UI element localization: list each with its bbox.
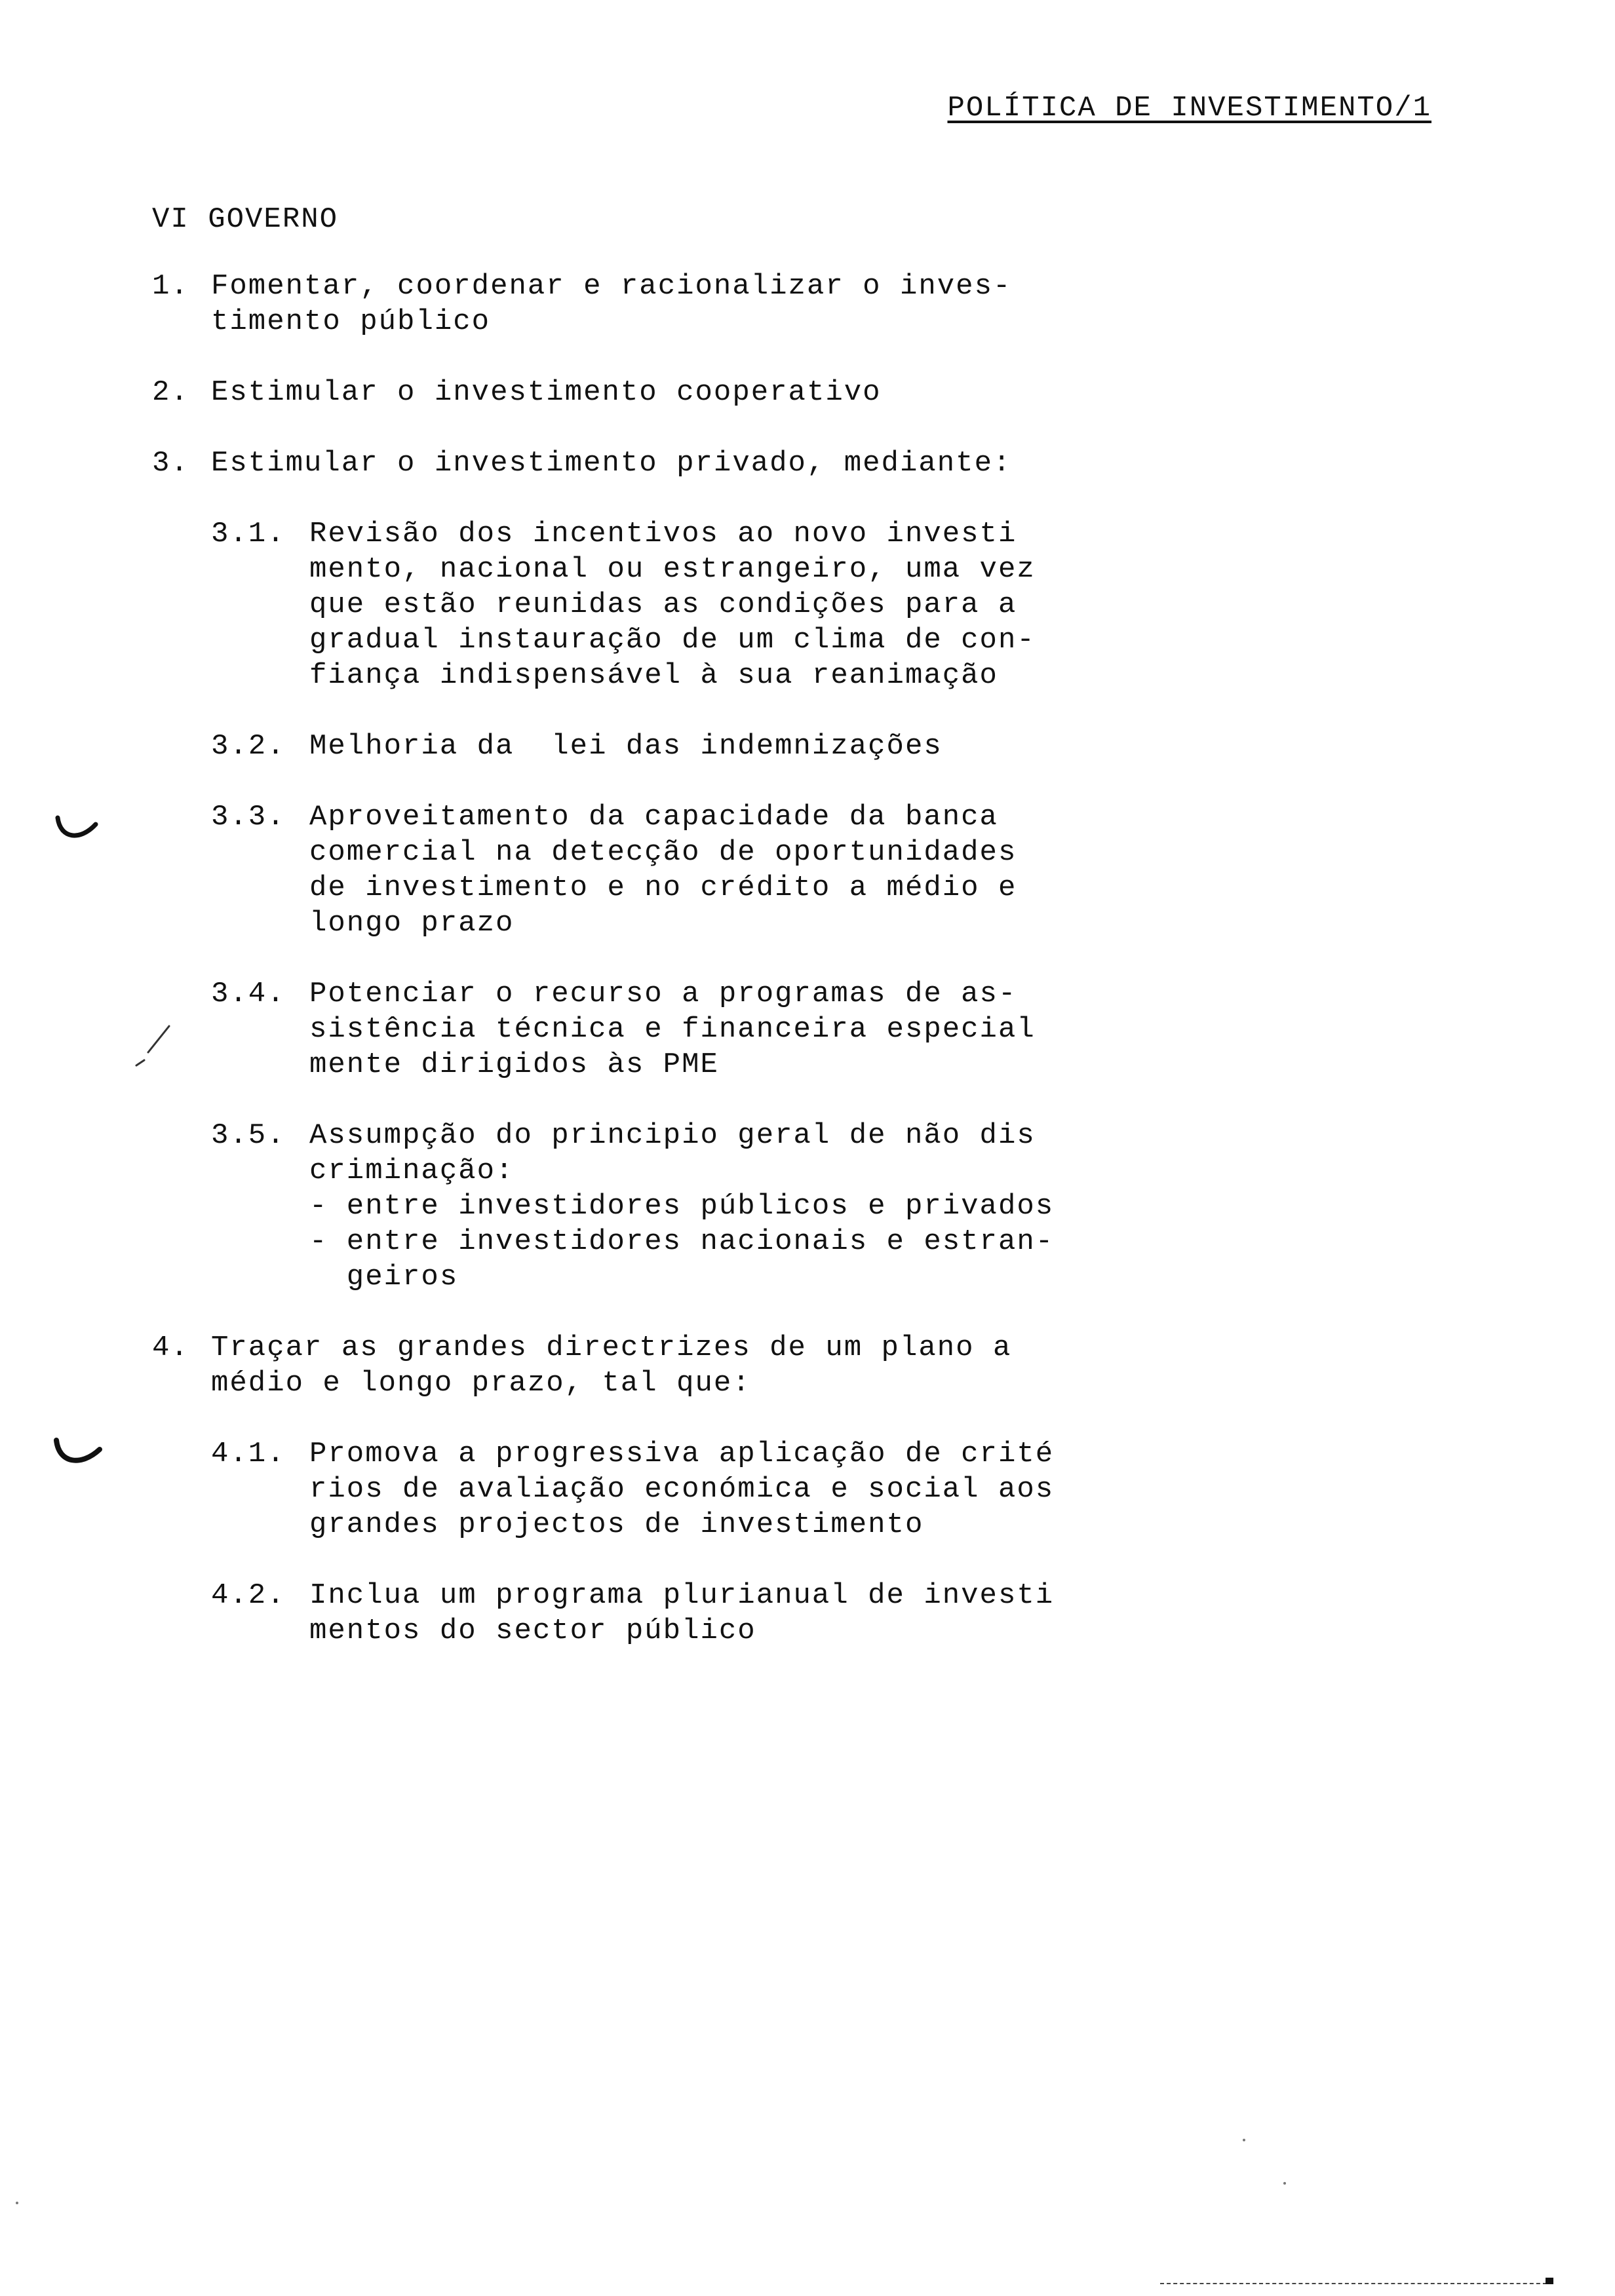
subitem-text-line: mentos do sector público (309, 1615, 756, 1647)
subitem-text-line: sistência técnica e financeira especial (309, 1013, 1036, 1046)
subitem-text-line: mento, nacional ou estrangeiro, uma vez (309, 553, 1036, 586)
subitem-number: 3.1. (211, 518, 286, 550)
scan-speck (16, 2202, 18, 2204)
subitem-text-line: de investimento e no crédito a médio e (309, 871, 1017, 904)
subitem-text-line: que estão reunidas as condições para a (309, 588, 1017, 621)
subitem-text-line: - entre investidores públicos e privados (309, 1190, 1055, 1223)
subitem-text-line: rios de avaliação económica e social aos (309, 1473, 1055, 1506)
item-number: 3. (152, 447, 189, 480)
subitem-text-line: mente dirigidos às PME (309, 1048, 719, 1081)
subitem-text-line: comercial na detecção de oportunidades (309, 836, 1017, 869)
subitem-text-line: Melhoria da lei das indemnizações (309, 730, 943, 763)
subitem-text-line: gradual instauração de um clima de con- (309, 624, 1036, 657)
subitem-number: 3.5. (211, 1119, 286, 1152)
item-text-line: timento público (211, 305, 491, 338)
margin-check-mark (52, 1435, 105, 1472)
subitem-text-line: fiança indispensável à sua reanimação (309, 659, 998, 692)
subitem-number: 4.2. (211, 1579, 286, 1612)
subitem-number: 3.4. (211, 978, 286, 1010)
item-text-line: Estimular o investimento cooperativo (211, 376, 882, 409)
item-text-line: médio e longo prazo, tal que: (211, 1367, 751, 1400)
scan-speck (1243, 2139, 1245, 2141)
subitem-text-line: geiros (309, 1261, 459, 1293)
subitem-text-line: grandes projectos de investimento (309, 1508, 924, 1541)
subitem-number: 4.1. (211, 1438, 286, 1470)
item-text-line: Fomentar, coordenar e racionalizar o inves- (211, 270, 1012, 303)
subitem-text-line: Promova a progressiva aplicação de crité (309, 1438, 1055, 1470)
item-text-line: Estimular o investimento privado, mediante: (211, 447, 1012, 480)
subitem-text-line: Revisão dos incentivos ao novo investi (309, 518, 1017, 550)
page-header-title: POLÍTICA DE INVESTIMENTO/1 (947, 92, 1431, 124)
subitem-text-line: Assumpção do principio geral de não dis (309, 1119, 1036, 1152)
item-number: 1. (152, 270, 189, 303)
subitem-number: 3.2. (211, 730, 286, 763)
subitem-text-line: - entre investidores nacionais e estran- (309, 1225, 1055, 1258)
scan-edge-mark (1546, 2278, 1553, 2284)
item-number: 2. (152, 376, 189, 409)
item-number: 4. (152, 1331, 189, 1364)
subitem-text-line: Potenciar o recurso a programas de as- (309, 978, 1017, 1010)
scan-speck (1283, 2182, 1286, 2185)
subitem-text-line: criminação: (309, 1155, 515, 1187)
margin-slash-mark (128, 1020, 181, 1072)
section-title: VI GOVERNO (152, 203, 339, 236)
scan-edge-line (1160, 2283, 1553, 2284)
item-text-line: Traçar as grandes directrizes de um plano a (211, 1331, 1012, 1364)
subitem-number: 3.3. (211, 801, 286, 833)
subitem-text-line: Inclua um programa plurianual de investi (309, 1579, 1055, 1612)
subitem-text-line: Aproveitamento da capacidade da banca (309, 801, 998, 833)
margin-check-mark (54, 813, 100, 845)
subitem-text-line: longo prazo (309, 907, 515, 940)
